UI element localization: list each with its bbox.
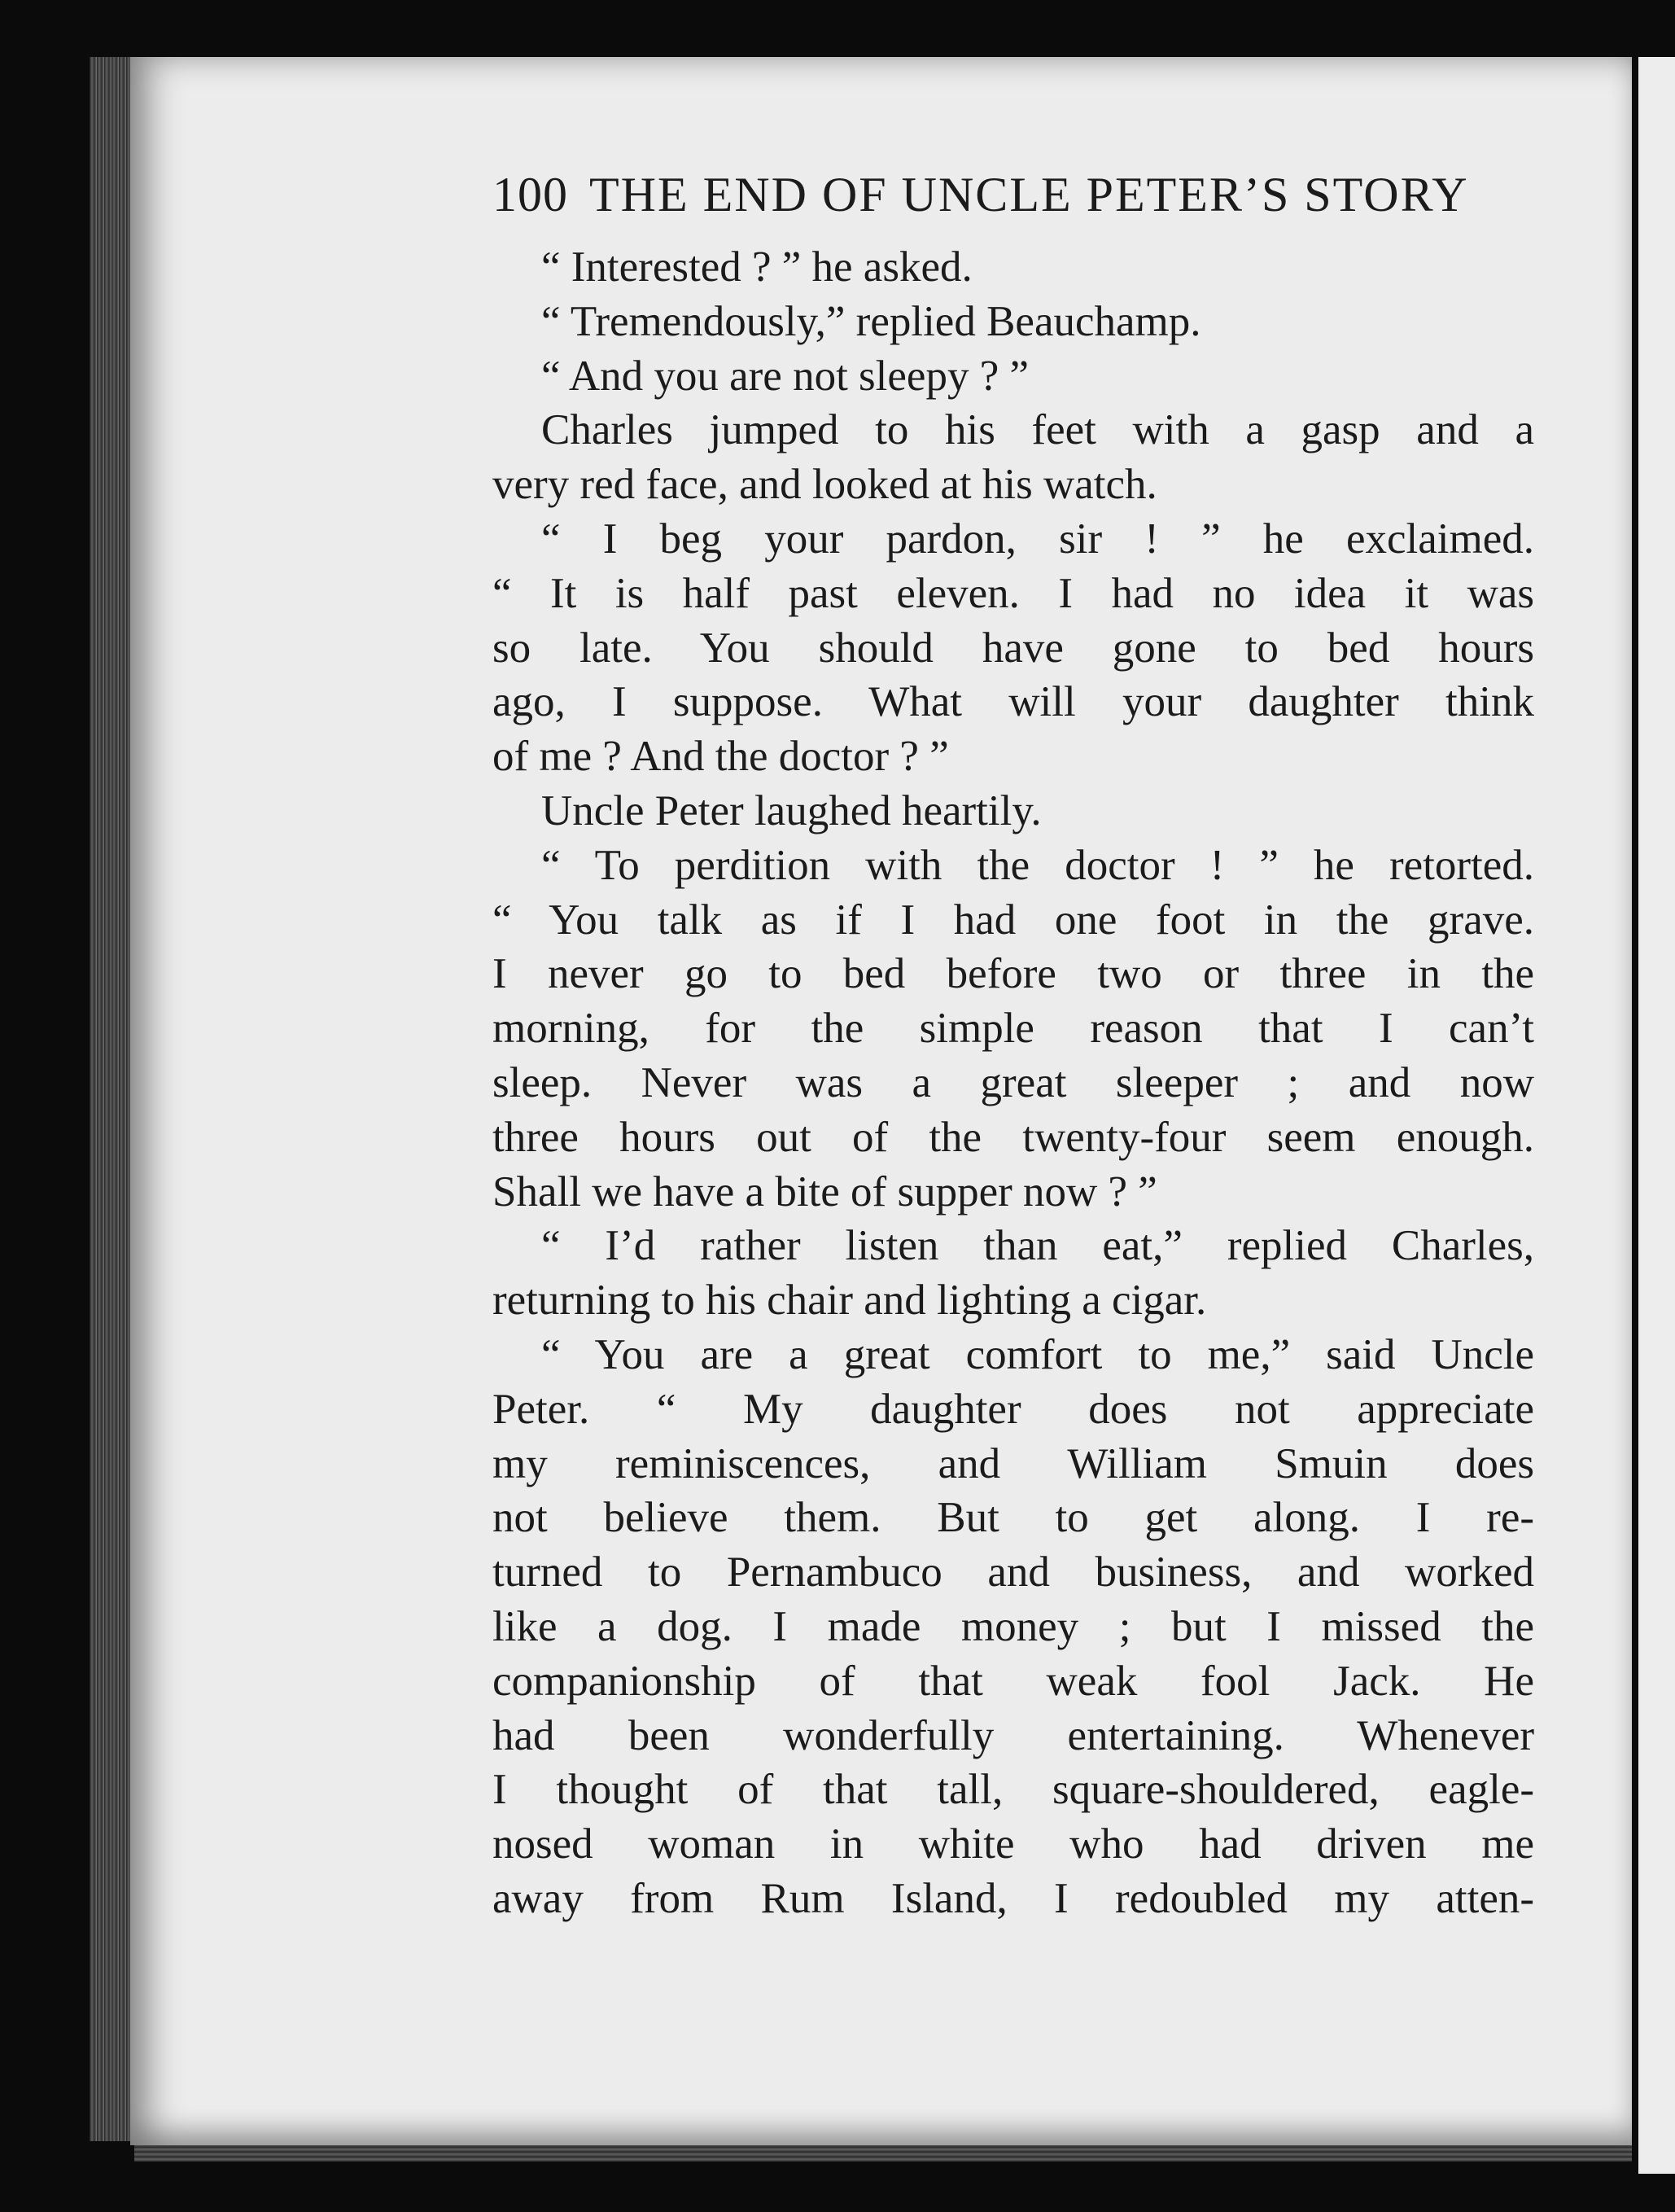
text-line: “ I’d rather listen than eat,” replied Charles, (541, 1222, 1534, 1270)
text-line: of me ? And the doctor ? ” (492, 733, 949, 781)
text-line: nosed woman in white who had driven me (492, 1820, 1534, 1868)
text-line: “ To perdition with the doctor ! ” he retorted. (541, 841, 1534, 889)
text-line: very red face, and looked at his watch. (492, 461, 1157, 509)
text-line: like a dog. I made money ; but I missed the (492, 1602, 1534, 1650)
text-line: had been wonderfully entertaining. Whenever (492, 1711, 1534, 1759)
text-line: companionship of that weak fool Jack. He (492, 1657, 1534, 1705)
next-page-edge (1632, 57, 1675, 2174)
text-line: I never go to bed before two or three in the (492, 950, 1534, 998)
text-line: Uncle Peter laughed heartily. (541, 786, 1042, 834)
page-text-block (492, 167, 1534, 1926)
body-text (492, 240, 1534, 1926)
page-bottom-edge (134, 2145, 1632, 2162)
text-line: I thought of that tall, square-shouldered, eagle- (492, 1766, 1534, 1814)
text-line: ago, I suppose. What will your daughter think (492, 678, 1534, 726)
text-line: my reminiscences, and William Smuin does (492, 1439, 1534, 1487)
text-line: Charles jumped to his feet with a gasp and a (541, 406, 1534, 454)
text-line: morning, for the simple reason that I can’t (492, 1005, 1534, 1053)
text-line: Shall we have a bite of supper now ? ” (492, 1167, 1157, 1216)
text-line: “ Interested ? ” he asked. (541, 243, 973, 291)
text-line: “ It is half past eleven. I had no idea it was (492, 569, 1534, 617)
text-line: so late. You should have gone to bed hours (492, 624, 1534, 672)
page-number: 100 (492, 168, 568, 221)
text-line: sleep. Never was a great sleeper ; and now (492, 1058, 1534, 1106)
text-line: returning to his chair and lighting a cigar. (492, 1277, 1207, 1325)
text-line: Peter. “ My daughter does not appreciate (492, 1385, 1534, 1433)
text-line: “ You talk as if I had one foot in the grave. (492, 896, 1534, 944)
text-line: “ Tremendously,” replied Beauchamp. (541, 297, 1201, 345)
text-line: away from Rum Island, I redoubled my atten- (492, 1874, 1534, 1922)
page-header (492, 167, 1534, 240)
text-line: turned to Pernambuco and business, and worked (492, 1548, 1534, 1597)
text-line: “ And you are not sleepy ? ” (541, 352, 1029, 400)
text-line: three hours out of the twenty-four seem enough. (492, 1113, 1534, 1161)
text-line: not believe them. But to get along. I re- (492, 1494, 1534, 1542)
running-title: THE END OF UNCLE PETER’S STORY (589, 168, 1469, 221)
text-line: “ I beg your pardon, sir ! ” he exclaimed. (541, 515, 1534, 563)
text-line: “ You are a great comfort to me,” said Uncle (541, 1330, 1534, 1378)
